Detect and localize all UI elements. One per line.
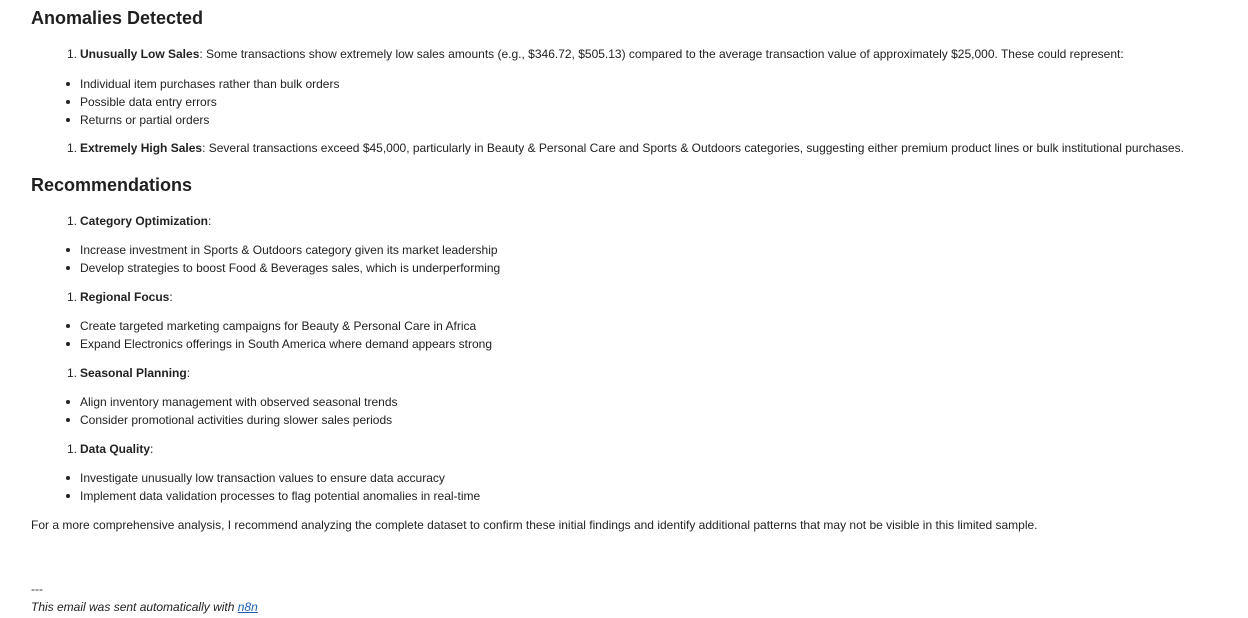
- recommendation-title-item: [31, 212, 1231, 230]
- list-item: Implement data validation processes to flag potential anomalies in real-time: [31, 487, 1231, 505]
- title-suffix: :: [186, 366, 191, 380]
- footer-separator: ---: [31, 582, 43, 596]
- list-item: Develop strategies to boost Food & Beverages sales, which is underperforming: [31, 259, 1231, 277]
- list-item: Increase investment in Sports & Outdoors category given its market leadership: [31, 241, 1231, 259]
- recommendation-title-item: [31, 440, 1231, 458]
- recommendation-title: Regional Focus: [80, 290, 170, 304]
- list-number: 1.: [67, 214, 78, 228]
- list-number: 1.: [67, 141, 78, 155]
- anomaly-text: : Several transactions exceed $45,000, particularly in Beauty & Personal Care and Sports & Outdoors categories, suggesting either premium product lines or bulk institutional purchases.: [202, 141, 1184, 155]
- anomaly-title: Unusually Low Sales: [80, 47, 200, 61]
- recommendation-title-item: [31, 288, 1231, 306]
- title-suffix: :: [208, 214, 212, 228]
- list-number: 1.: [67, 290, 78, 304]
- anomalies-heading: Anomalies Detected: [31, 8, 204, 28]
- list-number: 1.: [67, 47, 78, 61]
- title-suffix: :: [169, 290, 173, 304]
- closing-paragraph: For a more comprehensive analysis, I recommend analyzing the complete dataset to confirm these initial findings and identify additional patterns that may not be visible in this limited sample.: [31, 518, 1038, 532]
- list-item: Individual item purchases rather than bulk orders: [31, 75, 1231, 93]
- list-item: Create targeted marketing campaigns for Beauty & Personal Care in Africa: [31, 317, 1231, 335]
- footer-text: This email was sent automatically with: [31, 600, 238, 614]
- n8n-link[interactable]: n8n: [237, 600, 258, 614]
- recommendation-title-item: [31, 364, 1231, 382]
- list-item: Returns or partial orders: [31, 111, 1231, 129]
- title-suffix: :: [150, 442, 154, 456]
- list-item: Align inventory management with observed seasonal trends: [31, 393, 1231, 411]
- list-item: Consider promotional activities during slower sales periods: [31, 411, 1231, 429]
- recommendation-bullets-data-quality: [31, 469, 1231, 505]
- recommendation-bullets-regional: [31, 317, 1231, 353]
- list-item: Possible data entry errors: [31, 93, 1231, 111]
- recommendation-bullets-category: [31, 241, 1231, 277]
- recommendation-group-category: [31, 212, 1231, 230]
- anomalies-list-1: [31, 45, 1231, 63]
- recommendation-group-regional: [31, 288, 1231, 306]
- recommendation-group-data-quality: [31, 440, 1231, 458]
- footer-note: [31, 598, 258, 616]
- anomaly-title: Extremely High Sales: [80, 141, 203, 155]
- recommendation-title: Category Optimization: [80, 214, 209, 228]
- anomalies-bullets: [31, 75, 1231, 129]
- list-item: Investigate unusually low transaction values to ensure data accuracy: [31, 469, 1231, 487]
- list-number: 1.: [67, 366, 78, 380]
- recommendations-heading: Recommendations: [31, 175, 193, 195]
- recommendation-bullets-seasonal: [31, 393, 1231, 429]
- anomalies-list-2: [31, 139, 1231, 157]
- recommendation-group-seasonal: [31, 364, 1231, 382]
- list-number: 1.: [67, 442, 78, 456]
- recommendation-title: Data Quality: [80, 442, 151, 456]
- anomaly-item-high-sales: [31, 139, 1231, 157]
- anomaly-item-low-sales: [31, 45, 1231, 63]
- recommendation-title: Seasonal Planning: [80, 366, 187, 380]
- list-item: Expand Electronics offerings in South America where demand appears strong: [31, 335, 1231, 353]
- anomaly-text: : Some transactions show extremely low sales amounts (e.g., $346.72, $505.13) compared to the average transaction value of approximately $25,000. These could represent:: [199, 47, 1124, 61]
